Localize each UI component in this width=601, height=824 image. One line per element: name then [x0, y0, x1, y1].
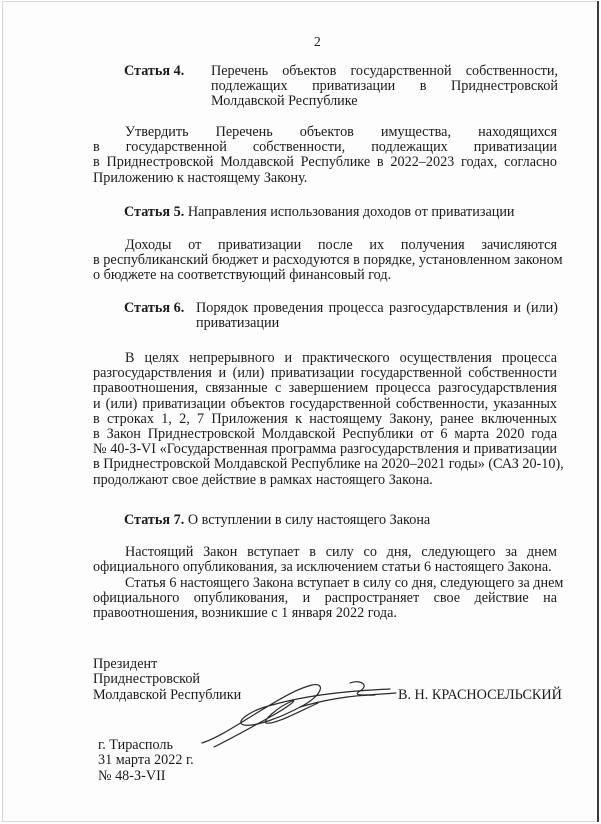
- paragraph-line: правоотношения, связанные с завершением процесса разгосударствления: [93, 380, 557, 397]
- article6-paragraph: [93, 350, 564, 488]
- date-line: 31 марта 2022 г.: [98, 752, 194, 769]
- paragraph-line: в Приднестровской Молдавской Республике в 2022–2023 годах, согласно: [93, 154, 557, 171]
- signature-position-line: Молдавской Республики: [93, 686, 242, 703]
- article7-paragraph-2: [93, 575, 564, 622]
- paragraph-line: Настоящий Закон вступает в силу со дня, следующего за днем: [125, 544, 557, 560]
- paragraph-line: в Закон Приднестровской Молдавской Республики от 6 марта 2020 года: [93, 425, 557, 442]
- article5-header: [124, 205, 515, 220]
- article7-header: [124, 513, 430, 528]
- paragraph-line: № 40-З-VI «Государственная программа разгосударствления и приватизации: [93, 441, 557, 458]
- signature-position-line: Президент: [93, 656, 158, 672]
- document-page: [2, 1, 599, 822]
- article5-label: Статья 5.: [124, 204, 185, 220]
- article5-title: Направления использования доходов от приватизации: [187, 204, 515, 220]
- article6-title-line: приватизации: [196, 315, 280, 332]
- paragraph-line: в республиканский бюджет и расходуются в порядке, установленном законом: [93, 252, 563, 269]
- paragraph-line: в Приднестровской Молдавской Республике на 2020–2021 годы» (САЗ 20-10),: [93, 456, 564, 473]
- paragraph-line: правоотношения, возникшие с 1 января 2022 года.: [93, 605, 397, 622]
- article5-paragraph: [93, 237, 563, 284]
- article7-label: Статья 7.: [124, 512, 185, 528]
- paragraph-line: в государственной собственности, подлежащих приватизации: [93, 139, 557, 156]
- article4-label: Статья 4.: [124, 63, 185, 79]
- paragraph-line: Доходы от приватизации после их получения зачисляются: [125, 237, 557, 253]
- paragraph-line: В целях непрерывного и практического осуществления процесса: [125, 350, 557, 366]
- paragraph-line: в строках 1, 2, 7 Приложения к настоящему Закону, ранее включенных: [93, 410, 557, 427]
- law-number-line: № 48-З-VII: [98, 767, 166, 784]
- article6-title-line: Порядок проведения процесса разгосударствления и (или): [196, 300, 558, 316]
- paragraph-line: Утвердить Перечень объектов имущества, находящихся: [125, 124, 557, 140]
- paragraph-line: разгосударствления и (или) приватизации государственной собственности: [93, 365, 557, 382]
- signatory-name: В. Н. КРАСНОСЕЛЬСКИЙ: [398, 687, 562, 703]
- article4-title-line: Молдавской Республике: [211, 93, 358, 110]
- paragraph-line: официального опубликования, за исключением статьи 6 настоящего Закона.: [93, 559, 552, 576]
- article4-title-line: Перечень объектов государственной собственности,: [211, 63, 558, 79]
- article7-title: О вступлении в силу настоящего Закона: [187, 512, 431, 528]
- article4-title: [211, 64, 558, 110]
- paragraph-line: официального опубликования, и распространяет свое действие на: [93, 590, 557, 607]
- paragraph-line: Приложению к настоящему Закону.: [93, 169, 308, 186]
- handwritten-signature: [200, 677, 400, 749]
- article7-paragraph-1: [93, 545, 557, 575]
- place-date-block: [98, 738, 194, 784]
- page-number: 2: [314, 34, 321, 49]
- place-line: г. Тирасполь: [98, 737, 173, 753]
- paragraph-line: продолжают свое действие в рамках настоящего Закона.: [93, 471, 433, 488]
- article6-title: [196, 301, 558, 331]
- article4-paragraph: [93, 125, 557, 186]
- paragraph-line: и (или) приватизации объектов государственной собственности, указанных: [93, 395, 557, 412]
- article4-title-line: подлежащих приватизации в Приднестровской: [211, 78, 558, 95]
- paragraph-line: о бюджете на соответствующий финансовый год.: [93, 267, 392, 284]
- page-edge-shadow: [597, 1, 599, 822]
- signature-position-line: Приднестровской: [93, 671, 201, 688]
- paragraph-line: Статья 6 настоящего Закона вступает в силу со дня, следующего за днем: [125, 575, 564, 591]
- article6-label: Статья 6.: [124, 300, 185, 316]
